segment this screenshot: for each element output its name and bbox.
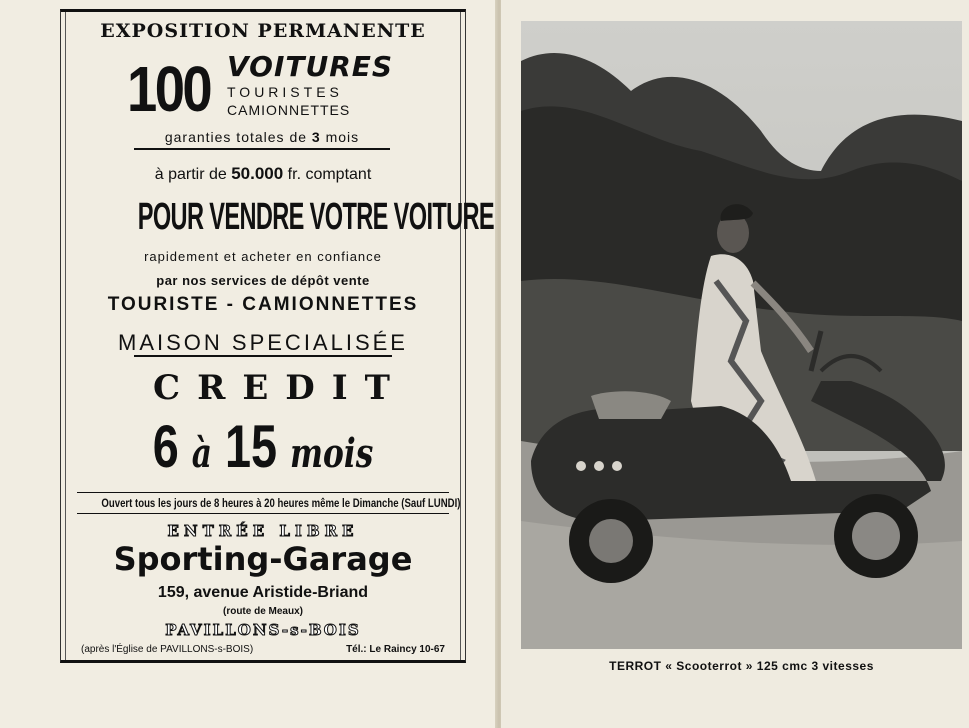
- credit-high: 15: [224, 413, 278, 480]
- price-amount: 50.000: [231, 164, 284, 183]
- address: 159, avenue Aristide-Briand: [157, 584, 369, 601]
- divider: [134, 355, 392, 357]
- voitures-label: VOITURES: [227, 50, 394, 83]
- touristes-label: TOURISTES: [227, 84, 343, 100]
- credit-unit: mois: [290, 430, 374, 477]
- price-prefix: à partir de: [154, 166, 227, 183]
- rapidement-line: rapidement et acheter en confiance: [144, 249, 382, 264]
- guarantee-suffix: mois: [325, 129, 360, 145]
- phone-number: Tél.: Le Raincy 10-67: [346, 644, 445, 655]
- divider: [77, 492, 449, 493]
- guarantee-prefix: garanties totales de: [164, 129, 308, 145]
- credit-range: [105, 412, 420, 481]
- guarantee-months: 3: [311, 129, 321, 145]
- garage-name: Sporting-Garage: [113, 540, 413, 578]
- scooter-photo-illustration: [521, 21, 962, 649]
- opening-hours: Ouvert tous les jours de 8 heures à 20 heures même le Dimanche (Sauf LUNDI): [101, 496, 461, 510]
- maison-specialisee: MAISON SPECIALISÉE: [118, 330, 408, 355]
- free-entry: ENTRÉE LIBRE: [167, 522, 359, 540]
- credit-heading: CREDIT: [153, 368, 407, 408]
- price-line: [61, 164, 465, 184]
- camionnettes-label: CAMIONNETTES: [227, 102, 351, 118]
- route-note: (route de Meaux): [222, 606, 303, 617]
- services-line: par nos services de dépôt vente: [156, 273, 370, 288]
- divider: [77, 513, 449, 514]
- credit-low: 6: [152, 413, 179, 480]
- price-suffix: fr. comptant: [287, 166, 372, 183]
- sell-headline: POUR VENDRE VOTRE VOITURE: [137, 196, 495, 238]
- photo-caption: TERROT « Scooterrot » 125 cmc 3 vitesses: [609, 659, 874, 673]
- credit-a: à: [191, 430, 212, 477]
- scooter-photo: [521, 21, 962, 649]
- advertisement-frame: [60, 9, 495, 663]
- vehicle-count: 100: [127, 53, 211, 125]
- categories-line: TOURISTE - CAMIONNETTES: [107, 294, 419, 315]
- town-name: PAVILLONS-s-BOIS: [165, 621, 361, 639]
- guarantee-line: [134, 129, 390, 150]
- ad-header: EXPOSITION PERMANENTE: [100, 20, 426, 42]
- church-note: (après l'Église de PAVILLONS-s-BOIS): [81, 644, 254, 655]
